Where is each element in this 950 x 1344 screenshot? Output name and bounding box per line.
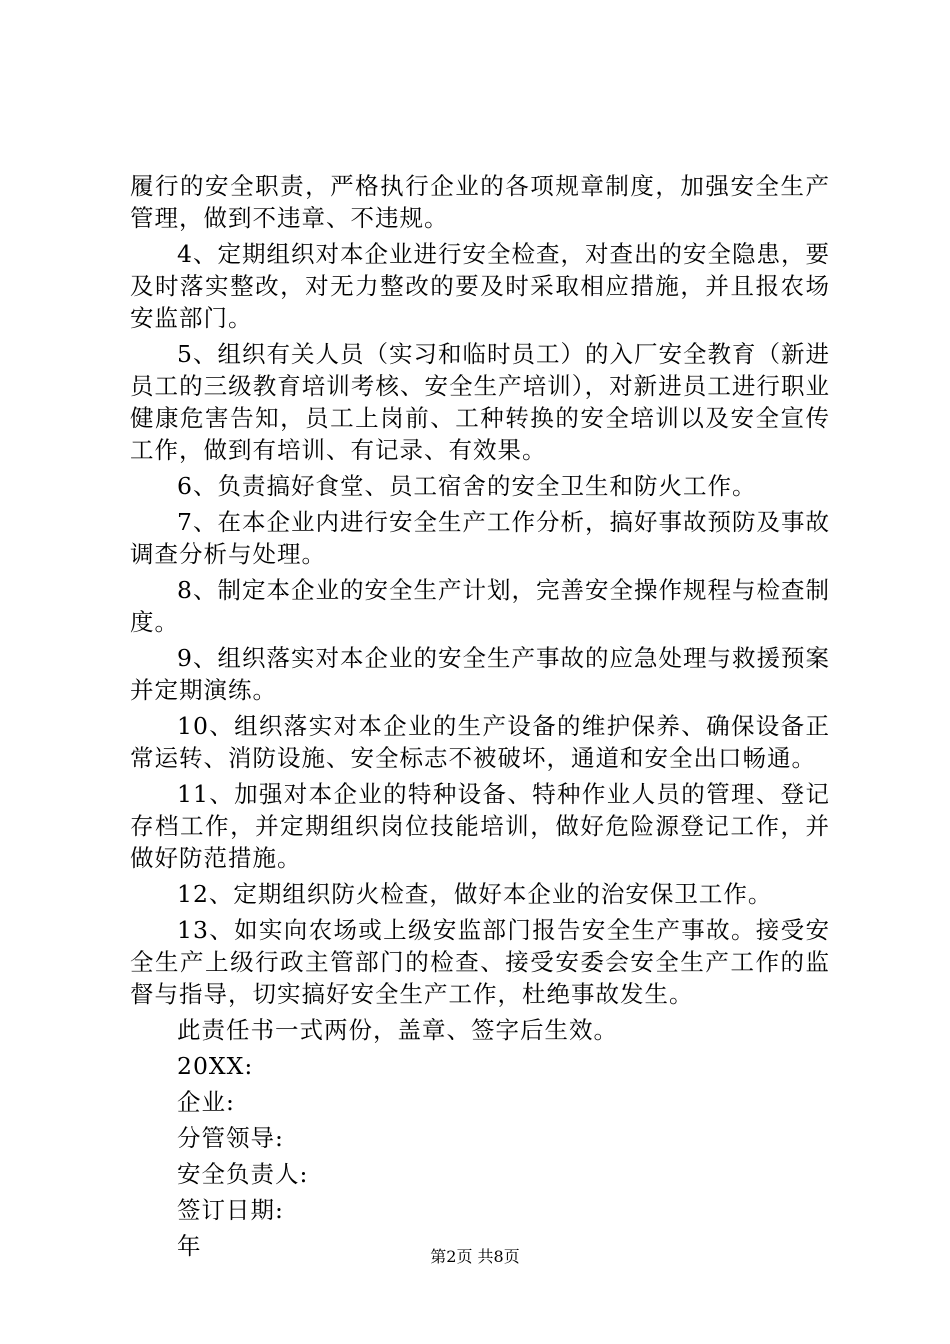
paragraph-item-7: 7、在本企业内进行安全生产工作分析，搞好事故预防及事故调查分析与处理。 <box>130 508 830 568</box>
paragraph-item-5: 5、组织有关人员（实习和临时员工）的入厂安全教育（新进员工的三级教育培训考核、安全生产培训），对新进员工进行职业健康危害告知，员工上岗前、工种转换的安全培训以及安全宣传工作，做到有培训、有记录、有效果。 <box>130 340 830 464</box>
paragraph-item-11: 11、加强对本企业的特种设备、特种作业人员的管理、登记存档工作，并定期组织岗位技能培训，做好危险源登记工作，并做好防范措施。 <box>130 780 830 872</box>
paragraph-item-10: 10、组织落实对本企业的生产设备的维护保养、确保设备正常运转、消防设施、安全标志不被破坏，通道和安全出口畅通。 <box>130 712 830 772</box>
document-body <box>130 170 830 1266</box>
signature-line-leader: 分管领导: <box>177 1124 284 1152</box>
signature-line-nian: 年 <box>177 1232 202 1260</box>
signature-line-enterprise: 企业: <box>177 1088 235 1116</box>
paragraph-item-6: 6、负责搞好食堂、员工宿舍的安全卫生和防火工作。 <box>177 472 757 500</box>
signature-line-date: 签订日期: <box>177 1196 284 1224</box>
paragraph-item-12: 12、定期组织防火检查，做好本企业的治安保卫工作。 <box>177 880 773 908</box>
paragraph-continuation: 履行的安全职责，严格执行企业的各项规章制度，加强安全生产管理，做到不违章、不违规。 <box>130 172 830 232</box>
signature-line-year: 20XX: <box>177 1052 254 1080</box>
paragraph-item-8: 8、制定本企业的安全生产计划，完善安全操作规程与检查制度。 <box>130 576 830 636</box>
paragraph-effective-clause: 此责任书一式两份，盖章、签字后生效。 <box>177 1016 618 1044</box>
paragraph-item-4: 4、定期组织对本企业进行安全检查，对查出的安全隐患，要及时落实整改，对无力整改的要及时采取相应措施，并且报农场安监部门。 <box>130 240 830 332</box>
paragraph-item-9: 9、组织落实对本企业的安全生产事故的应急处理与救援预案并定期演练。 <box>130 644 830 704</box>
paragraph-item-13: 13、如实向农场或上级安监部门报告安全生产事故。接受安全生产上级行政主管部门的检查、接受安委会安全生产工作的监督与指导，切实搞好安全生产工作，杜绝事故发生。 <box>130 916 830 1008</box>
page-number-label: 第2页 共8页 <box>430 1247 520 1266</box>
signature-line-safety-officer: 安全负责人: <box>177 1160 309 1188</box>
page-footer <box>0 1244 950 1267</box>
